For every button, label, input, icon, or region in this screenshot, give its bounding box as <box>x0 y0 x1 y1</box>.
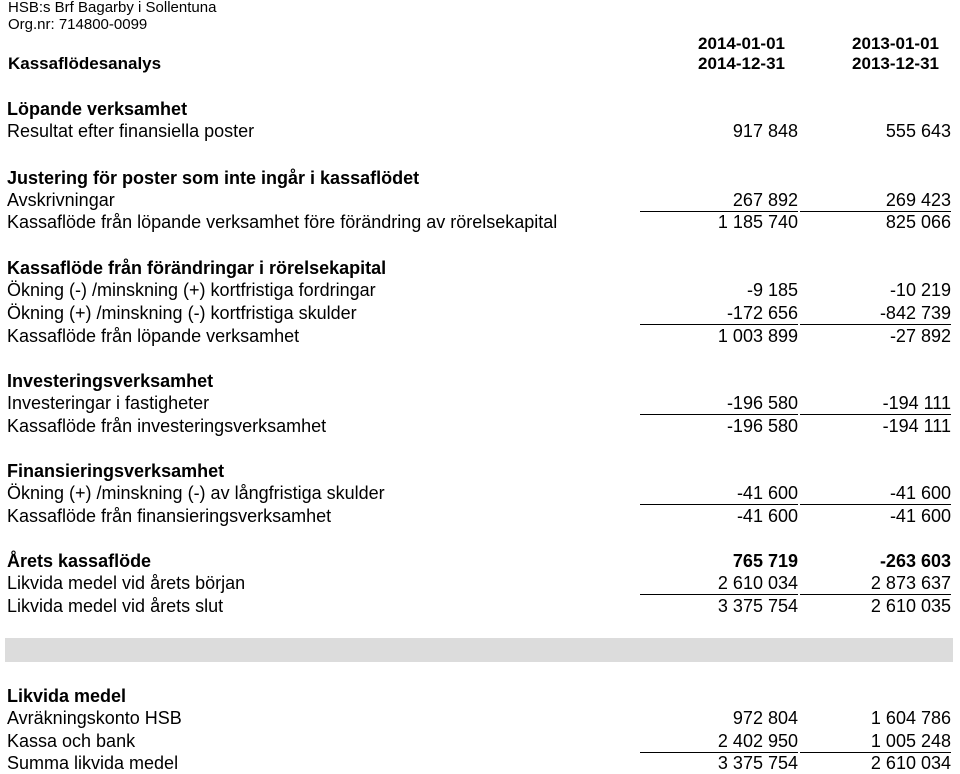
period-2014-from: 2014-01-01 <box>698 34 785 53</box>
section-heading-rorelsekapital <box>0 257 960 279</box>
value-2013: 1 604 786 <box>870 708 951 728</box>
row-label: Ökning (+) /minskning (-) kortfristiga skulder <box>7 303 357 323</box>
row-label: Kassaflöde från löpande verksamhet <box>7 326 300 346</box>
value-2013: -842 739 <box>800 302 951 325</box>
row-label: Kassaflöde från finansieringsverksamhet <box>7 506 332 526</box>
row-label: Ökning (+) /minskning (-) av långfristiga skulder <box>7 483 385 503</box>
row-summa-likvida <box>0 752 960 774</box>
period-2014-to: 2014-12-31 <box>698 54 785 73</box>
row-avskrivningar <box>0 189 960 211</box>
row-likvida-slut <box>0 595 960 617</box>
row-label: Investeringar i fastigheter <box>7 393 210 413</box>
row-arets-kassaflode <box>0 550 960 572</box>
value-2013: -10 219 <box>889 280 951 300</box>
heading-label: Finansieringsverksamhet <box>7 461 225 481</box>
row-kortfristiga-skulder <box>0 302 960 324</box>
row-label: Resultat efter finansiella poster <box>7 121 255 141</box>
value-2014: -196 580 <box>726 416 798 436</box>
value-2013: 2 610 035 <box>870 596 951 616</box>
value-2013: 269 423 <box>800 189 951 212</box>
heading-label: Kassaflöde från förändringar i rörelsekapital <box>7 258 387 278</box>
row-label: Kassa och bank <box>7 731 136 751</box>
period-2013-to: 2013-12-31 <box>852 54 939 73</box>
value-2014: 765 719 <box>732 551 798 571</box>
row-likvida-borjan <box>0 572 960 594</box>
section-heading-lopande <box>0 98 960 120</box>
row-resultat <box>0 120 960 142</box>
row-fore-forandring <box>0 211 960 233</box>
row-avrakningskonto <box>0 707 960 729</box>
row-label: Likvida medel vid årets slut <box>7 596 224 616</box>
value-2013: -194 111 <box>882 416 951 436</box>
period-2013-from: 2013-01-01 <box>852 34 939 53</box>
row-langfristiga-skulder <box>0 482 960 504</box>
value-2014: -41 600 <box>640 482 798 505</box>
section-heading-likvida-medel <box>0 685 960 707</box>
value-2013: -41 600 <box>889 506 951 526</box>
row-label: Kassaflöde från löpande verksamhet före förändring av rörelsekapital <box>7 212 558 232</box>
org-name: HSB:s Brf Bagarby i Sollentuna <box>8 0 217 16</box>
value-2014: 267 892 <box>640 189 798 212</box>
row-fordringar <box>0 279 960 301</box>
row-investering-total <box>0 415 960 437</box>
value-2013: -41 600 <box>800 482 951 505</box>
value-2014: 3 375 754 <box>717 753 798 773</box>
heading-label: Justering för poster som inte ingår i kassaflödet <box>7 168 420 188</box>
row-fastigheter <box>0 392 960 414</box>
row-label: Likvida medel vid årets början <box>7 573 246 593</box>
section-heading-finansiering <box>0 460 960 482</box>
page-title: Kassaflödesanalys <box>8 54 162 73</box>
value-2014: -172 656 <box>640 302 798 325</box>
value-2013: 2 873 637 <box>800 572 951 595</box>
value-2013: 555 643 <box>885 121 951 141</box>
value-2014: 2 610 034 <box>640 572 798 595</box>
row-label: Årets kassaflöde <box>7 551 152 571</box>
heading-label: Löpande verksamhet <box>7 99 188 119</box>
row-label: Avskrivningar <box>7 190 115 210</box>
row-label: Ökning (-) /minskning (+) kortfristiga fordringar <box>7 280 376 300</box>
section-heading-justering <box>0 167 960 189</box>
value-2013: -27 892 <box>889 326 951 346</box>
separator-band <box>5 638 953 662</box>
row-finansiering-total <box>0 505 960 527</box>
value-2014: -196 580 <box>640 392 798 415</box>
value-2014: -41 600 <box>736 506 798 526</box>
value-2014: 917 848 <box>732 121 798 141</box>
value-2013: 825 066 <box>885 212 951 232</box>
value-2014: 3 375 754 <box>717 596 798 616</box>
org-number: Org.nr: 714800-0099 <box>8 16 148 33</box>
value-2014: 972 804 <box>732 708 798 728</box>
heading-label: Likvida medel <box>7 686 127 706</box>
value-2014: 2 402 950 <box>640 730 798 753</box>
value-2014: 1 003 899 <box>717 326 798 346</box>
value-2014: 1 185 740 <box>717 212 798 232</box>
heading-label: Investeringsverksamhet <box>7 371 214 391</box>
row-label: Kassaflöde från investeringsverksamhet <box>7 416 327 436</box>
row-kassa-bank <box>0 730 960 752</box>
section-heading-investering <box>0 370 960 392</box>
value-2013: 1 005 248 <box>800 730 951 753</box>
row-lopande-total <box>0 325 960 347</box>
row-label: Avräkningskonto HSB <box>7 708 182 728</box>
value-2014: -9 185 <box>746 280 798 300</box>
value-2013: -194 111 <box>800 392 951 415</box>
row-label: Summa likvida medel <box>7 753 179 773</box>
value-2013: -263 603 <box>879 551 951 571</box>
value-2013: 2 610 034 <box>870 753 951 773</box>
